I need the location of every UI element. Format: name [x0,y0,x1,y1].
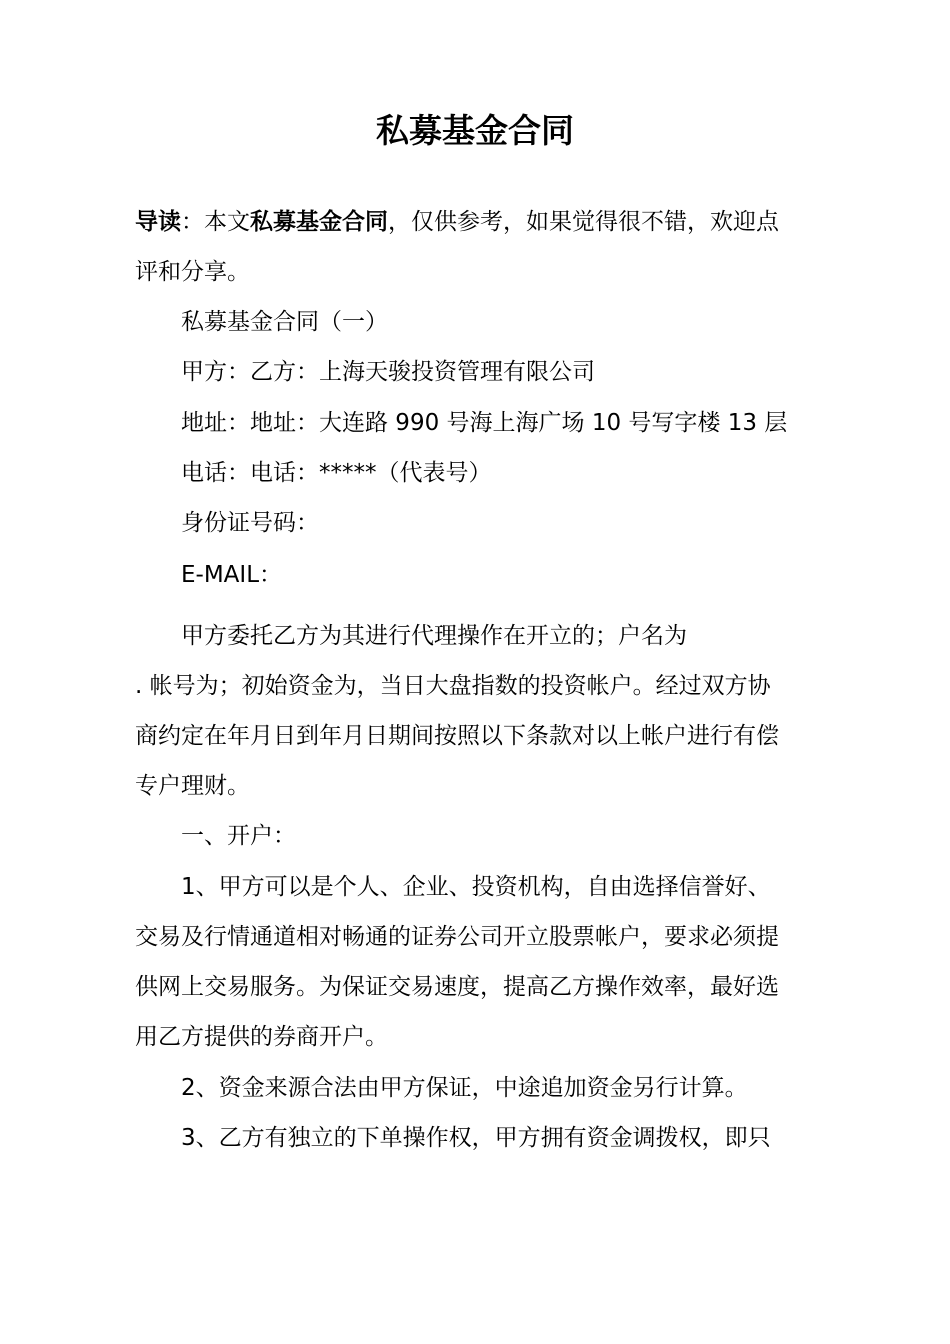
paragraph-line: 1、甲方可以是个人、企业、投资机构，自由选择信誉好、 [181,874,771,900]
intro-text-a: ：本文 [181,209,250,235]
paragraph-line: 3、乙方有独立的下单操作权，甲方拥有资金调拨权，即只 [181,1125,771,1151]
intro-paragraph-line-2: 评和分享。 [135,259,250,285]
paragraph-line: 2、资金来源合法由甲方保证，中途追加资金另行计算。 [181,1075,748,1101]
paragraph-line: 商约定在年月日到年月日期间按照以下条款对以上帐户进行有偿 [135,723,779,749]
paragraph-line: 供网上交易服务。为保证交易速度，提高乙方操作效率，最好选 [135,974,779,1000]
email-line: E-MAIL： [181,562,283,588]
section-heading: 私募基金合同（一） [181,309,388,335]
paragraph-line: . 帐号为；初始资金为，当日大盘指数的投资帐户。经过双方协 [135,673,771,699]
address-line: 地址：地址：大连路 990 号海上海广场 10 号写字楼 13 层 [181,410,788,436]
intro-text-b: ，仅供参考，如果觉得很不错，欢迎点 [388,209,779,235]
paragraph-line: 甲方委托乙方为其进行代理操作在开立的；户名为 [181,623,687,649]
phone-line: 电话：电话：*****（代表号） [181,460,492,486]
paragraph-line: 专户理财。 [135,773,250,799]
paragraph-line: 交易及行情通道相对畅通的证券公司开立股票帐户，要求必须提 [135,924,779,950]
document-title: 私募基金合同 [376,111,574,150]
intro-paragraph-line-1 [135,202,825,242]
intro-label: 导读 [135,209,181,235]
id-number-line: 身份证号码： [181,510,319,536]
paragraph-line: 用乙方提供的券商开户。 [135,1024,388,1050]
clause-heading: 一、开户： [181,823,296,849]
party-line: 甲方：乙方：上海天骏投资管理有限公司 [181,359,595,385]
intro-bold-title: 私募基金合同 [250,209,388,235]
